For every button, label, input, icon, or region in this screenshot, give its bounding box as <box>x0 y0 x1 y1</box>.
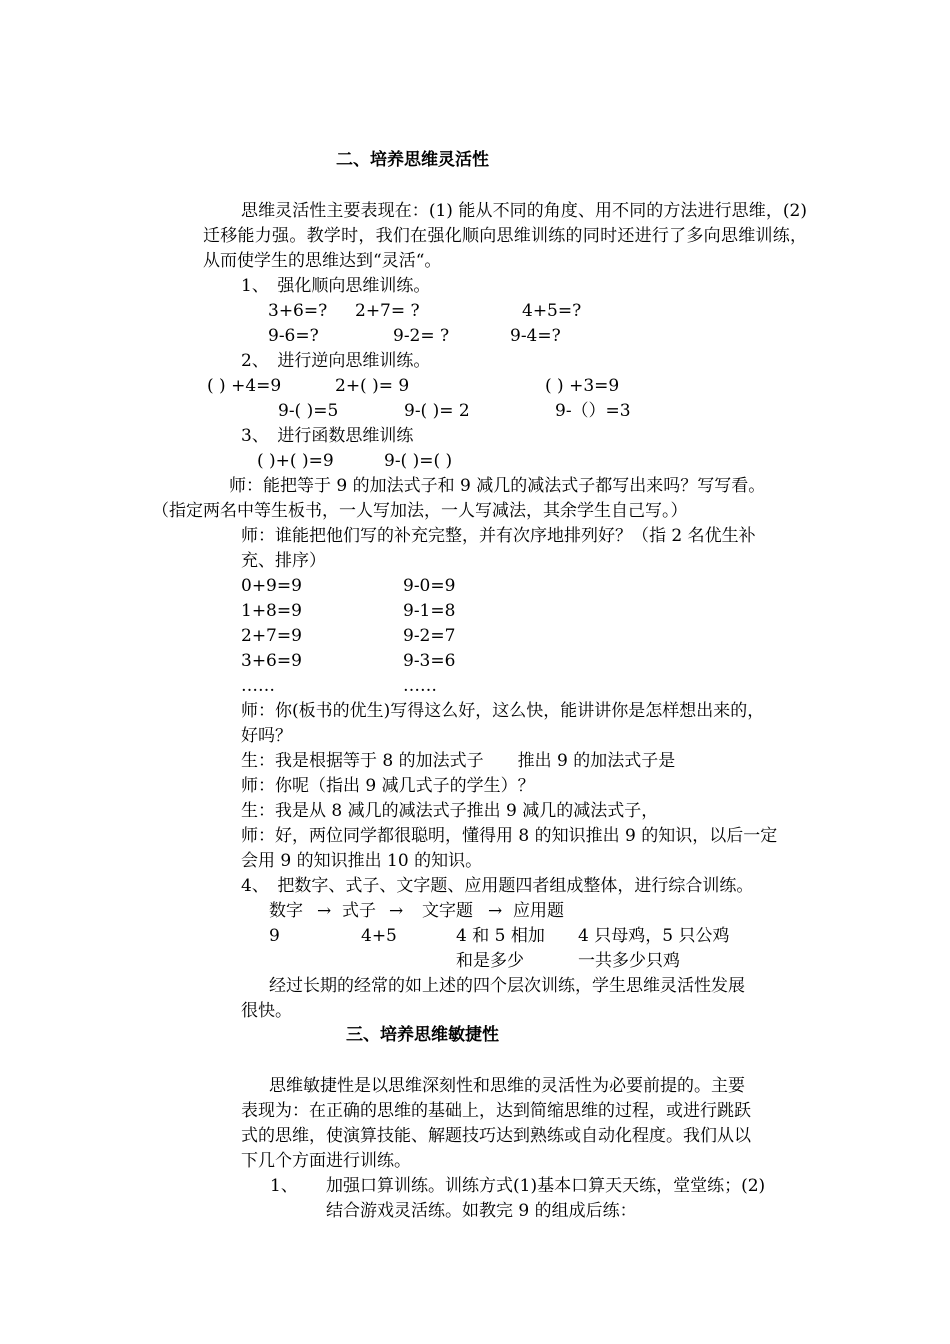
exercise-cell: 9-( )=5 <box>278 401 339 421</box>
exercise-cell: 9-( )=( ) <box>384 451 453 471</box>
chain-example: 和是多少 <box>456 951 524 971</box>
chain-label: 应用题 <box>513 901 564 921</box>
subtraction-item: 9-1=8 <box>403 601 456 621</box>
section-3-paragraph: 表现为：在正确的思维的基础上，达到简缩思维的过程，或进行跳跃 <box>241 1101 751 1121</box>
exercise-cell: 4+5=? <box>522 301 582 321</box>
chain-example: 4 和 5 相加 <box>456 926 545 946</box>
exercise-cell: ( )+( )=9 <box>257 451 334 471</box>
exercise-cell: 9-6=? <box>268 326 319 346</box>
list-item-text: 结合游戏灵活练。如教完 9 的组成后练： <box>326 1201 637 1221</box>
exercise-cell: 2+7= ? <box>355 301 420 321</box>
chain-label: 式子 <box>342 901 376 921</box>
arrow-icon: → <box>389 901 404 921</box>
exercise-cell: ( ) +4=9 <box>207 376 282 396</box>
section-3-paragraph: 式的思维，使演算技能、解题技巧达到熟练或自动化程度。我们从以 <box>241 1126 751 1146</box>
chain-example: 9 <box>269 926 280 946</box>
item-4-title: 4、 把数字、式子、文字题、应用题四者组成整体，进行综合训练。 <box>241 876 754 896</box>
addition-item: …… <box>241 676 275 696</box>
summary-line: 很快。 <box>241 1001 292 1021</box>
addition-item: 3+6=9 <box>241 651 302 671</box>
arrow-icon: → <box>317 901 332 921</box>
exercise-cell: 9-（）=3 <box>555 401 631 421</box>
dialogue-line: 好吗？ <box>241 726 292 746</box>
chain-label: 数字 <box>269 901 303 921</box>
exercise-cell: 9-( )= 2 <box>404 401 470 421</box>
subtraction-item: 9-3=6 <box>403 651 456 671</box>
list-item-text: 加强口算训练。训练方式(1)基本口算天天练，堂堂练；(2) <box>326 1176 766 1196</box>
item-1-title: 1、 强化顺向思维训练。 <box>241 276 431 296</box>
dialogue-line: 生：我是从 8 减几的减法式子推出 9 减几的减法式子， <box>241 801 659 821</box>
section-3-paragraph: 下几个方面进行训练。 <box>241 1151 411 1171</box>
dialogue-line: 生：我是根据等于 8 的加法式子 推出 9 的加法式子是 <box>241 751 676 771</box>
section-2-intro: 思维灵活性主要表现在：(1) 能从不同的角度、用不同的方法进行思维，(2) 迁移能力强。教学时，我们在强化顺向思维训练的同时还进行了多向思维训练，从而使学生的思维达到“灵活“。 <box>203 201 807 271</box>
exercise-cell: 2+( )= 9 <box>335 376 410 396</box>
subtraction-item: 9-2=7 <box>403 626 456 646</box>
addition-item: 2+7=9 <box>241 626 302 646</box>
section-2-heading: 二、培养思维灵活性 <box>336 150 489 170</box>
list-number: 1、 <box>270 1176 298 1196</box>
exercise-cell: 3+6=? <box>268 301 328 321</box>
section-3-paragraph: 思维敏捷性是以思维深刻性和思维的灵活性为必要前提的。主要 <box>269 1076 745 1096</box>
chain-example: 一共多少只鸡 <box>578 951 680 971</box>
teacher-note: （指定两名中等生板书，一人写加法，一人写减法，其余学生自己写。） <box>152 501 688 521</box>
section-3-heading: 三、培养思维敏捷性 <box>346 1025 499 1045</box>
addition-item: 0+9=9 <box>241 576 302 596</box>
chain-label: 文字题 <box>422 901 473 921</box>
arrow-icon: → <box>488 901 503 921</box>
chain-example: 4 只母鸡，5 只公鸡 <box>578 926 730 946</box>
dialogue-line: 师：你(板书的优生)写得这么好，这么快，能讲讲你是怎样想出来的， <box>241 701 765 721</box>
teacher-line: 充、排序） <box>241 551 326 571</box>
addition-item: 1+8=9 <box>241 601 302 621</box>
chain-example: 4+5 <box>361 926 397 946</box>
item-3-title: 3、 进行函数思维训练 <box>241 426 414 446</box>
subtraction-item: 9-0=9 <box>403 576 456 596</box>
exercise-cell: 9-2= ? <box>393 326 450 346</box>
subtraction-item: …… <box>403 676 437 696</box>
summary-line: 经过长期的经常的如上述的四个层次训练，学生思维灵活性发展 <box>269 976 745 996</box>
exercise-cell: 9-4=? <box>510 326 561 346</box>
item-2-title: 2、 进行逆向思维训练。 <box>241 351 431 371</box>
dialogue-line: 师：你呢（指出 9 减几式子的学生）？ <box>241 776 535 796</box>
exercise-cell: ( ) +3=9 <box>545 376 620 396</box>
dialogue-line: 会用 9 的知识推出 10 的知识。 <box>241 851 483 871</box>
dialogue-line: 师：好，两位同学都很聪明，懂得用 8 的知识推出 9 的知识，以后一定 <box>241 826 778 846</box>
teacher-line: 师：能把等于 9 的加法式子和 9 减几的减法式子都写出来吗？写写看。 <box>229 476 766 496</box>
teacher-line: 师：谁能把他们写的补充完整，并有次序地排列好？（指 2 名优生补 <box>241 526 756 546</box>
